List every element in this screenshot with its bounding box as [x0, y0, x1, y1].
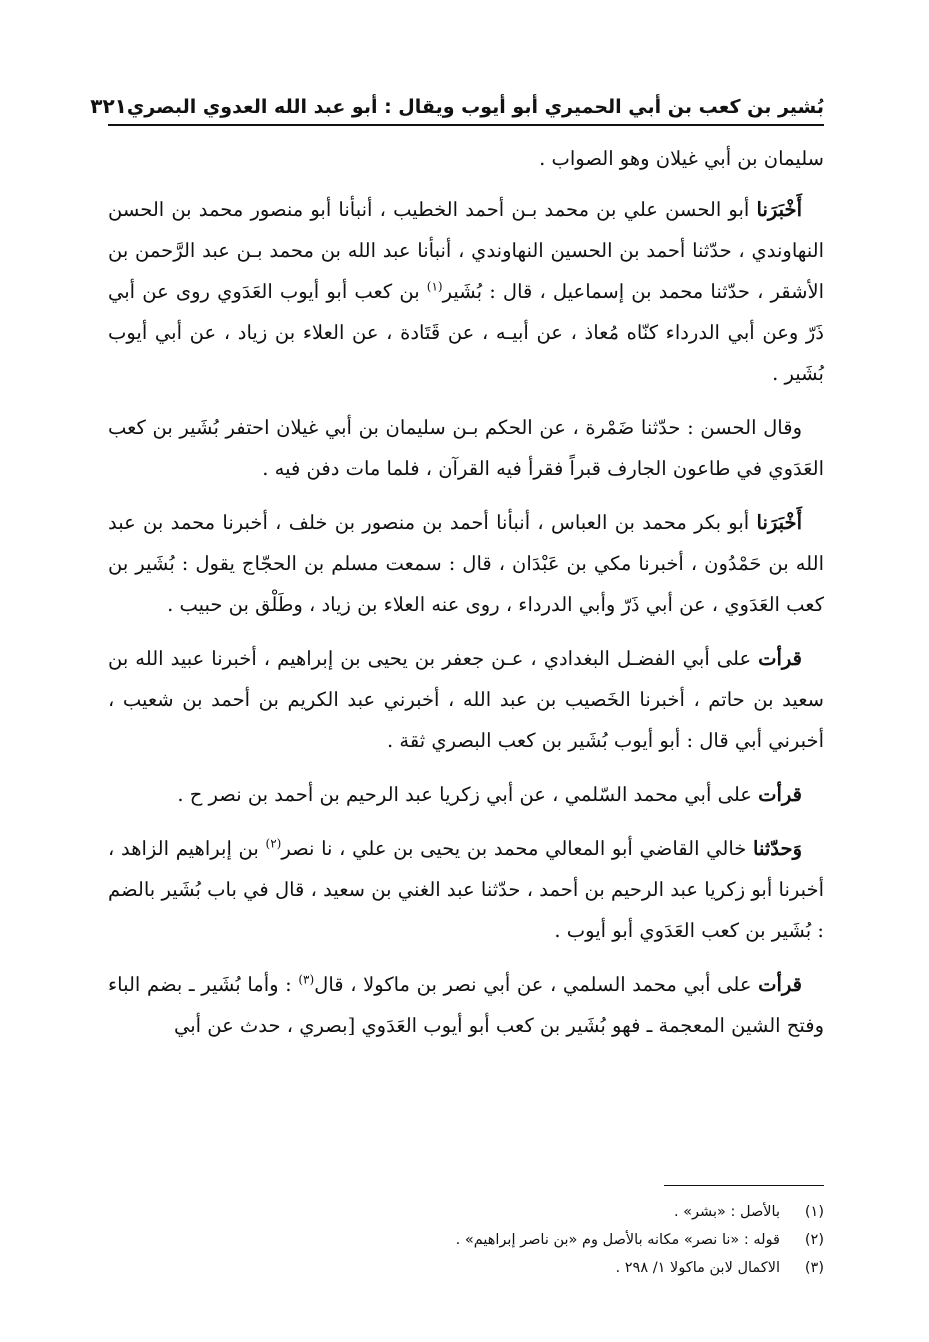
paragraph-lead-word: قرأت	[758, 973, 802, 996]
paragraph-lead-word: وَحدّثنا	[753, 837, 802, 860]
footnote-marker: (١)	[426, 279, 443, 294]
main-text	[108, 138, 824, 1059]
paragraph	[108, 774, 824, 815]
paragraph	[108, 189, 824, 394]
footnote	[108, 1226, 824, 1254]
paragraph-text: أبو بكر محمد بن العباس ، أنبأنا أحمد بن منصور بن خلف ، أخبرنا محمد بن عبد الله بن حَمْدُون ، أخبرنا مكي بن عَبْدَان ، قال : سمعت مسلم بن الحجّاج يقول : بُشَير بن كعب العَدَوي ، عن أبي ذَرّ وأبي الدرداء ، روى عنه العلاء بن زياد ، وطَلْق بن حبيب .	[108, 511, 824, 616]
paragraph-text: بن إبراهيم الزاهد ، أخبرنا أبو زكريا عبد الرحيم بن أحمد ، حدّثنا عبد الغني بن سعيد ، قال في باب بُشَير بالضم : بُشَير بن كعب العَدَوي أبو أيوب .	[108, 837, 824, 942]
footnote-marker: (٢)	[265, 836, 282, 851]
footnote	[108, 1254, 824, 1282]
footnote-marker: (٣)	[298, 972, 315, 987]
paragraph-text: على أبي الفضـل البغدادي ، عـن جعفر بن يحيى بن إبراهيم ، أخبرنا عبيد الله بن سعيد بن حاتم ، أخبرنا الخَصيب بن عبد الله ، أخبرني عبد الكريم بن أحمد بن شعيب ، أخبرني أبي قال : أبو أيوب بُشَير بن كعب البصري ثقة .	[108, 647, 824, 752]
footnote-text: قوله : «نا نصر» مكانه بالأصل وم «بن ناصر إبراهيم» .	[455, 1232, 780, 1248]
paragraph	[108, 407, 824, 489]
paragraph-text: على أبي محمد السلمي ، عن أبي نصر بن ماكولا ، قال	[314, 973, 759, 996]
footnote-number: (٢)	[804, 1232, 824, 1248]
paragraph	[108, 828, 824, 951]
paragraph-lead-word: أَخْبَرَنا	[756, 511, 802, 534]
paragraph-lead-word: قرأت	[758, 647, 802, 670]
footnote-number: (٣)	[804, 1260, 824, 1276]
footnote-text: الاكمال لابن ماكولا ١/ ٢٩٨ .	[615, 1260, 780, 1276]
paragraph-text: أبو الحسن علي بن محمد بـن أحمد الخطيب ، أنبأنا أبو منصور محمد بن الحسن النهاوندي ، حدّثنا أحمد بن الحسين النهاوندي ، أنبأنا عبد الله بن محمد بـن عبد الرَّحمن بن الأشقر ، حدّثنا محمد بن إسماعيل ، قال : بُشَير	[108, 198, 824, 303]
footnote-divider	[664, 1185, 824, 1186]
running-header	[90, 82, 824, 126]
footnote-number: (١)	[804, 1204, 824, 1220]
paragraph-text: خالي القاضي أبو المعالي محمد بن يحيى بن علي ، نا نصر	[281, 837, 754, 860]
footnote-text: بالأصل : «بشر» .	[673, 1204, 780, 1220]
paragraph-text: سليمان بن أبي غيلان وهو الصواب .	[539, 147, 824, 170]
paragraph	[108, 502, 824, 625]
footnotes	[108, 1198, 824, 1282]
paragraph-text: على أبي محمد السّلمي ، عن أبي زكريا عبد الرحيم بن أحمد بن نصر ح .	[177, 783, 759, 806]
page-number: ٣٢١	[90, 94, 127, 118]
footnote	[108, 1198, 824, 1226]
paragraph-lead-word: قرأت	[758, 783, 802, 806]
paragraph-lead-word: أَخْبَرَنا	[756, 198, 802, 221]
paragraph-text: بن كعب أبو أيوب العَدَوي روى عن أبي ذَرّ وعن أبي الدرداء كنّاه مُعاذ ، عن أبيـه ، عن قَتَادة ، عن العلاء بن زياد ، عن أبي أيوب بُشَير .	[108, 280, 824, 385]
header-title: بُشير بن كعب بن أبي الحميري أبو أيوب ويقال : أبو عبد الله العدوي البصري	[126, 96, 824, 118]
paragraph	[108, 638, 824, 761]
paragraph-text: : وأما بُشَير ـ بضم الباء وفتح الشين المعجمة ـ فهو بُشَير بن كعب أبو أيوب العَدَوي [بصري ، حدث عن أبي	[108, 973, 824, 1037]
paragraph	[108, 138, 824, 179]
paragraph-text: وقال الحسن : حدّثنا ضَمْرة ، عن الحكم بـن سليمان بن أبي غيلان احتفر بُشَير بن كعب العَدَوي في طاعون الجارف قبراً فقرأ فيه القرآن ، فلما مات دفن فيه .	[108, 416, 824, 480]
paragraph	[108, 964, 824, 1046]
